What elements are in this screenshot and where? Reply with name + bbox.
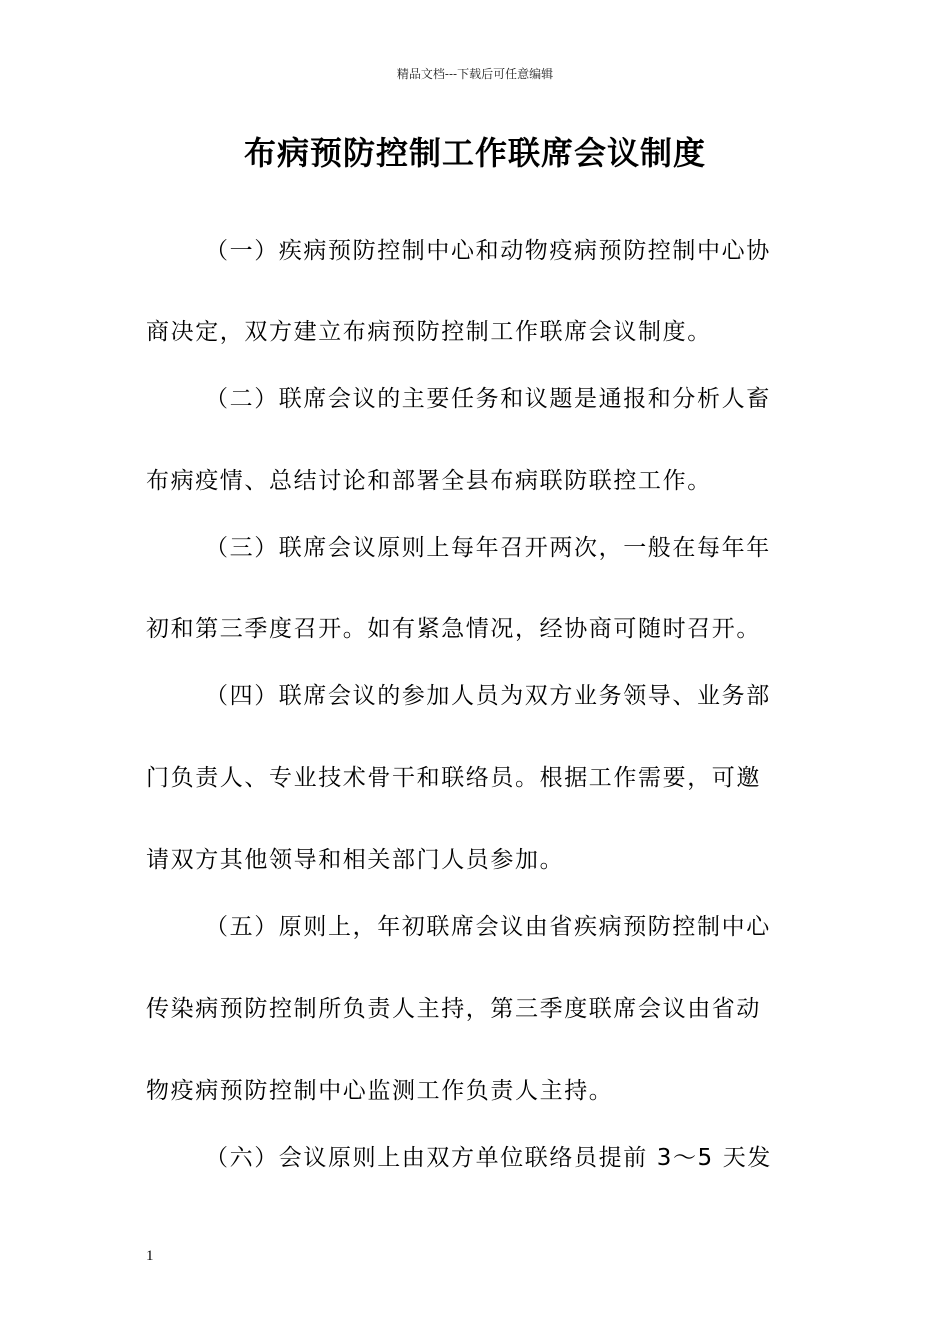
paragraph-6-line-1: （六）会议原则上由双方单位联络员提前 3～5 天发 (205, 1145, 772, 1171)
paragraph-4-line-2: 门负责人、专业技术骨干和联络员。根据工作需要，可邀 (146, 765, 761, 791)
paragraph-2-line-2: 布病疫情、总结讨论和部署全县布病联防联控工作。 (146, 468, 712, 494)
paragraph-3-line-1: （三）联席会议原则上每年召开两次，一般在每年年 (205, 535, 771, 561)
paragraph-5-line-1: （五）原则上，年初联席会议由省疾病预防控制中心 (205, 914, 771, 940)
header-note: 精品文档---下载后可任意编辑 (396, 67, 554, 81)
paragraph-3-line-2: 初和第三季度召开。如有紧急情况，经协商可随时召开。 (146, 616, 761, 642)
page-number: 1 (146, 1248, 154, 1264)
paragraph-2-line-1: （二）联席会议的主要任务和议题是通报和分析人畜 (205, 386, 771, 412)
paragraph-5-line-2: 传染病预防控制所负责人主持，第三季度联席会议由省动 (146, 996, 761, 1022)
paragraph-4-line-1: （四）联席会议的参加人员为双方业务领导、业务部 (205, 683, 771, 709)
paragraph-4-line-3: 请双方其他领导和相关部门人员参加。 (146, 847, 565, 873)
paragraph-5-line-3: 物疫病预防控制中心监测工作负责人主持。 (146, 1078, 614, 1104)
document-title: 布病预防控制工作联席会议制度 (243, 134, 706, 172)
paragraph-1-line-2: 商决定，双方建立布病预防控制工作联席会议制度。 (146, 319, 712, 345)
paragraph-1-line-1: （一）疾病预防控制中心和动物疫病预防控制中心协 (205, 238, 771, 264)
